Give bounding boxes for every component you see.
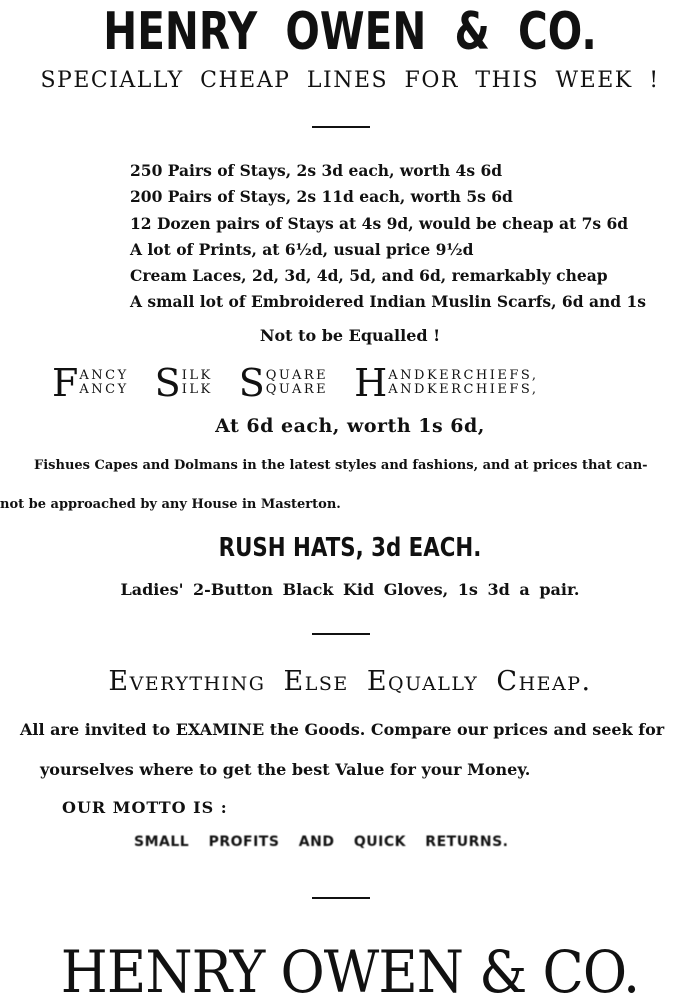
list-item: 12 Dozen pairs of Stays at 4s 9d, would be cheap at 7s 6d [130,213,629,233]
fancy-line: QUARE [265,382,329,397]
list-item: A lot of Prints, at 6½d, usual price 9½d [130,239,474,259]
fancy-silk-heading [52,361,692,405]
list-item: 200 Pairs of Stays, 2s 11d each, worth 5s 6d [130,187,513,207]
handkerchief-price: At 6d each, worth 1s 6d, [215,415,485,437]
motto-label: OUR MOTTO IS : [62,798,228,817]
footer-title: HENRY OWEN & CO. [60,938,640,1006]
motto: SMALL PROFITS AND QUICK RETURNS. [134,834,509,850]
fancy-line: ANCY [79,382,129,397]
divider [312,633,370,635]
divider [312,897,370,899]
subheading: SPECIALLY CHEAP LINES FOR THIS WEEK ! [40,68,660,93]
fancy-line: ANCY [79,368,129,383]
fancy-line: ANDKERCHIEFS, [388,368,539,383]
page-title: HENRY OWEN & CO. [103,2,597,62]
fancy-word [154,361,213,405]
fancy-initial: H [354,361,388,405]
fichus-text-line: not be approached by any House in Masterton. [0,497,341,512]
fancy-line: ILK [181,368,213,383]
rush-hats-heading: RUSH HATS, 3d EACH. [218,533,482,563]
not-equalled-note: Not to be Equalled ! [259,326,441,345]
fancy-line: QUARE [265,368,329,383]
fancy-word [238,361,329,405]
fancy-line: ANDKERCHIEFS, [388,382,539,397]
divider [312,126,370,128]
price-list [130,158,690,316]
everything-cheap-heading: Everything Else Equally Cheap. [108,666,592,697]
fancy-word [354,361,539,405]
list-item: A small lot of Embroidered Indian Muslin Scarfs, 6d and 1s [130,292,647,312]
fancy-initial: S [154,361,181,405]
fancy-line: ILK [181,382,213,397]
list-item: Cream Laces, 2d, 3d, 4d, 5d, and 6d, remarkably cheap [130,266,608,286]
gloves-line: Ladies' 2-Button Black Kid Gloves, 1s 3d a pair. [120,580,580,599]
list-item: 250 Pairs of Stays, 2s 3d each, worth 4s 6d [130,161,503,180]
fichus-text-line: Fishues Capes and Dolmans in the latest styles and fashions, and at prices that can- [34,458,648,473]
invitation-line: All are invited to EXAMINE the Goods. Compare our prices and seek for [20,720,665,739]
fancy-initial: S [238,361,265,405]
invitation-line: yourselves where to get the best Value for your Money. [40,760,531,779]
fancy-word [52,361,129,405]
fancy-initial: F [52,361,79,405]
